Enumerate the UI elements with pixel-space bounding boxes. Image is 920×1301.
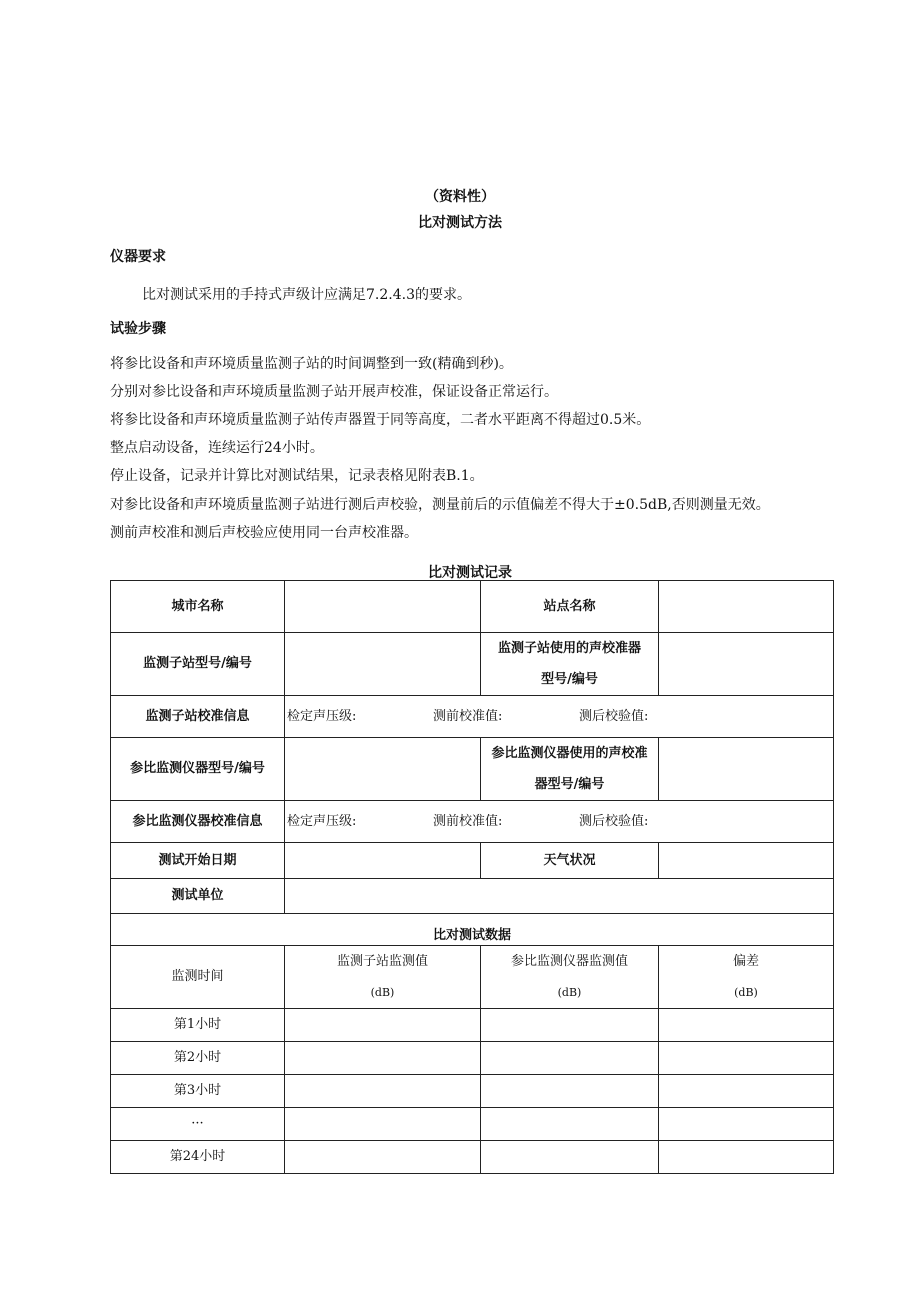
reference-model-cell[interactable] [285,738,481,801]
column-header-reference-value: 参比监测仪器监测值 (dB) [481,946,659,1009]
table-row [111,696,834,738]
rated-spl-field: 检定声压级: [287,708,357,724]
appendix-note: （资料性） [425,189,495,205]
comparison-test-record-table [110,580,834,1174]
station-name-cell[interactable] [659,581,834,633]
table-row [111,801,834,843]
data-cell[interactable] [659,1108,834,1141]
data-cell[interactable] [285,1108,481,1141]
table-row [111,843,834,879]
section-heading-steps: 试验步骤 [110,321,166,337]
table-row [111,633,834,696]
reference-calib-info-cell[interactable] [285,801,834,843]
step-item: 对参比设备和声环境质量监测子站进行测后声校验，测量前后的示值偏差不得大于±0.5dB,否则测量无效。 [110,497,770,513]
table-row [111,581,834,633]
hour-label: 第2小时 [111,1042,285,1075]
hour-label: 第1小时 [111,1009,285,1042]
table-row [111,1141,834,1174]
data-cell[interactable] [285,1042,481,1075]
start-date-label: 测试开始日期 [111,843,285,879]
data-cell[interactable] [481,1042,659,1075]
post-calibration-field: 测后校验值: [579,813,649,829]
data-cell[interactable] [285,1009,481,1042]
post-calibration-field: 测后校验值: [579,708,649,724]
data-cell[interactable] [659,1075,834,1108]
substation-model-label: 监测子站型号/编号 [111,633,285,696]
data-cell[interactable] [659,1009,834,1042]
table-header-row [111,946,834,1009]
weather-label: 天气状况 [481,843,659,879]
column-header-deviation: 偏差 (dB) [659,946,834,1009]
data-cell[interactable] [659,1042,834,1075]
step-item: 分别对参比设备和声环境质量监测子站开展声校准，保证设备正常运行。 [110,384,558,400]
data-cell[interactable] [659,1141,834,1174]
substation-model-cell[interactable] [285,633,481,696]
table-row [111,1108,834,1141]
page-title: 比对测试方法 [418,215,502,231]
reference-calib-info-label: 参比监测仪器校准信息 [111,801,285,843]
table-caption: 比对测试记录 [428,565,512,581]
table-row [111,1009,834,1042]
step-item: 将参比设备和声环境质量监测子站传声器置于同等高度，二者水平距离不得超过0.5米。 [110,412,651,428]
reference-model-label: 参比监测仪器型号/编号 [111,738,285,801]
weather-cell[interactable] [659,843,834,879]
data-cell[interactable] [481,1108,659,1141]
substation-calib-info-label: 监测子站校准信息 [111,696,285,738]
pre-calibration-field: 测前校准值: [433,708,503,724]
data-cell[interactable] [481,1075,659,1108]
section-heading-instrument: 仪器要求 [110,249,166,265]
test-unit-label: 测试单位 [111,879,285,914]
data-cell[interactable] [481,1141,659,1174]
table-row [111,1075,834,1108]
step-item: 测前声校准和测后声校验应使用同一台声校准器。 [110,525,418,541]
reference-calibrator-cell[interactable] [659,738,834,801]
data-section-title: 比对测试数据 [111,914,834,946]
station-name-label: 站点名称 [481,581,659,633]
column-header-time: 监测时间 [111,946,285,1009]
start-date-cell[interactable] [285,843,481,879]
column-header-substation-value: 监测子站监测值 (dB) [285,946,481,1009]
data-cell[interactable] [481,1009,659,1042]
step-item: 整点启动设备，连续运行24小时。 [110,440,324,456]
table-row [111,879,834,914]
test-unit-cell[interactable] [285,879,834,914]
hour-label: 第24小时 [111,1141,285,1174]
pre-calibration-field: 测前校准值: [433,813,503,829]
step-item: 将参比设备和声环境质量监测子站的时间调整到一致(精确到秒)。 [110,356,513,372]
table-row [111,738,834,801]
hour-label: 第3小时 [111,1075,285,1108]
table-row [111,914,834,946]
data-cell[interactable] [285,1141,481,1174]
data-cell[interactable] [285,1075,481,1108]
reference-calibrator-label: 参比监测仪器使用的声校准 器型号/编号 [481,738,659,801]
instrument-requirement-paragraph: 比对测试采用的手持式声级计应满足7.2.4.3的要求。 [142,287,471,303]
substation-calib-info-cell[interactable] [285,696,834,738]
substation-calibrator-label: 监测子站使用的声校准器 型号/编号 [481,633,659,696]
substation-calibrator-cell[interactable] [659,633,834,696]
city-name-cell[interactable] [285,581,481,633]
step-item: 停止设备，记录并计算比对测试结果，记录表格见附表B.1。 [110,468,484,484]
table-row [111,1042,834,1075]
city-name-label: 城市名称 [111,581,285,633]
rated-spl-field: 检定声压级: [287,813,357,829]
hour-label: ··· [111,1108,285,1141]
